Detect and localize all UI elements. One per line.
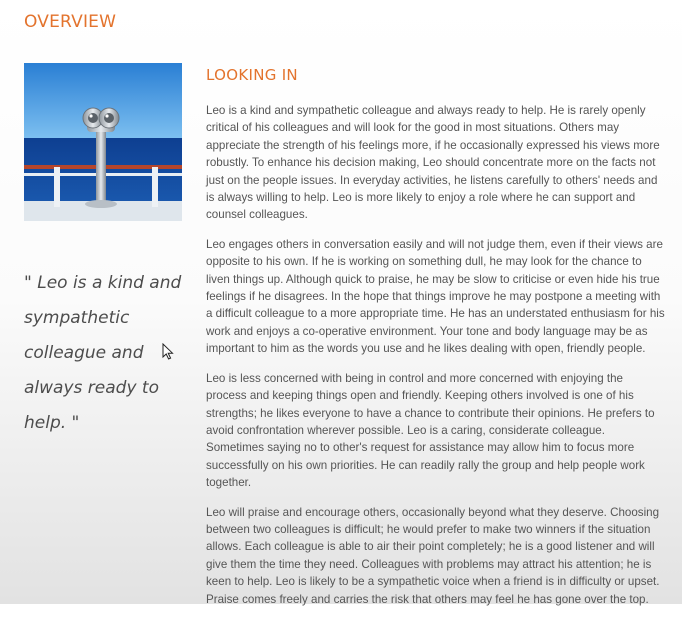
section-body xyxy=(206,102,666,620)
body-paragraph: Leo is a kind and sympathetic colleague and always ready to help. He is rarely openly critical of his colleagues and will look for the good in most situations. Others may appreciate the strength of his feelings more, if he occasionally expressed his views more robustly. To enhance his decision making, Leo should concentrate more on the facts not just on the people issues. In everyday activities, he listens carefully to others' needs and is always willing to help. Leo is more likely to enjoy a role where he can support and counsel colleagues. xyxy=(206,104,660,222)
body-paragraph: Leo engages others in conversation easily and will not judge them, even if their views are opposite to his own. If he is working on something dull, he may look for the chance to liven things up. Although quick to praise, he may be slow to criticise or even hide his true feelings if he disagrees. In the hope that things improve he may postpone a meeting with a difficult colleague to a more appropriate time. He has an understated enthusiasm for his work and enjoys a co-operative environment. Your tone and body language may be as important to him as the words you use and he likes dealing with open, friendly people. xyxy=(206,237,665,356)
mouse-pointer-icon xyxy=(162,343,174,360)
observation-binoculars-image xyxy=(24,63,182,221)
body-paragraph: Leo is less concerned with being in control and more concerned with enjoying the process and keeping things open and friendly. Keeping others involved is one of his strengths; he likes everyone to have a chance to contribute their opinions. He prefers to avoid confrontation wherever possible. Leo is a caring, considerate colleague. Sometimes saying no to other's request for assistance may allow him to focus more successfully on his own priorities. He can readily rally the group and help people work together. xyxy=(206,371,655,490)
body-paragraph: Leo will praise and encourage others, occasionally beyond what they deserve. Choosing between two colleagues is difficult; he would prefer to make two winners if the situation allows. Each colleague is able to air their point completely; he is a good listener and will give them the time they need. Colleagues with problems may attract his attention; he is keen to help. Leo is likely to be a sympathetic voice when a friend is in difficulty or upset. Praise comes freely and carries the risk that others may feel he has gone over the top. xyxy=(206,505,660,606)
section-title: LOOKING IN xyxy=(206,66,298,84)
pull-quote: " Leo is a kind and sympathetic colleague and always ready to help. " xyxy=(24,273,182,433)
observation-binoculars-icon xyxy=(24,63,182,221)
page-title: OVERVIEW xyxy=(24,12,117,32)
